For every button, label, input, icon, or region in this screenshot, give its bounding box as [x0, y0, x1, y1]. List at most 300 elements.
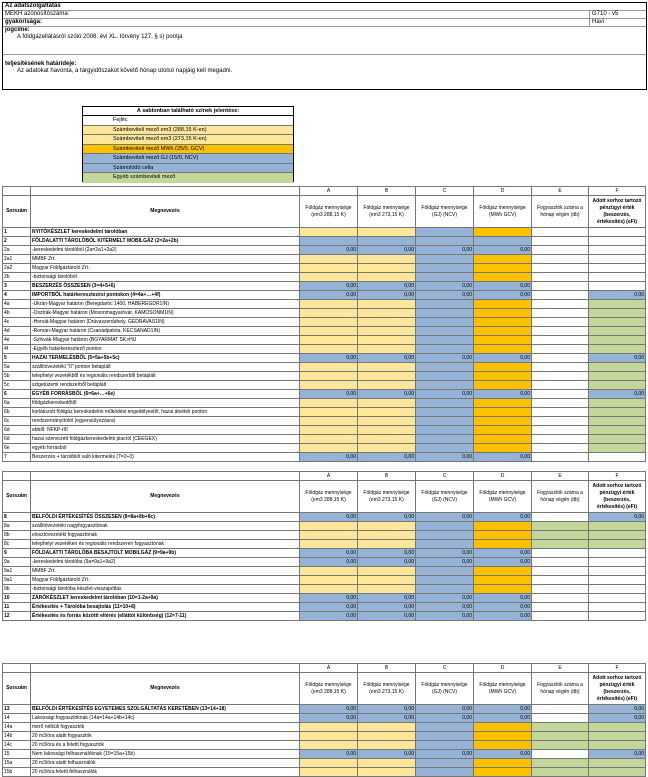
- value-cell[interactable]: [589, 522, 646, 531]
- row-label: FÖLDALATTI TÁROLÓBA BESAJTOLT MOBILGÁZ (9=9a+9b): [31, 549, 300, 558]
- value-cell[interactable]: [358, 585, 416, 594]
- value-cell[interactable]: [358, 318, 416, 327]
- value-cell[interactable]: [589, 327, 646, 336]
- table-row: [3, 612, 646, 621]
- value-cell: 0,00: [300, 354, 358, 363]
- value-cell[interactable]: [474, 444, 532, 453]
- column-letter: D: [474, 472, 532, 481]
- row-number: 2a2: [3, 264, 31, 273]
- value-cell: [532, 354, 589, 363]
- law-label: jogcíme:: [5, 27, 30, 33]
- value-cell[interactable]: [358, 381, 416, 390]
- value-cell[interactable]: [474, 372, 532, 381]
- row-label: rendszerirányítótól (egyensúlyozásra): [31, 417, 300, 426]
- value-cell[interactable]: [589, 300, 646, 309]
- table-row: [3, 741, 646, 750]
- row-label: Értékesítés + Tárolóba besajtolás (11=10+8): [31, 603, 300, 612]
- table-row: [3, 309, 646, 318]
- value-cell: 0,00: [474, 453, 532, 462]
- value-cell: [589, 264, 646, 273]
- value-cell[interactable]: [300, 741, 358, 750]
- column-letter-row: [3, 187, 646, 196]
- value-cell: [416, 768, 474, 777]
- value-cell[interactable]: [589, 732, 646, 741]
- value-cell[interactable]: [358, 531, 416, 540]
- value-cell[interactable]: [532, 531, 589, 540]
- value-cell[interactable]: [589, 399, 646, 408]
- value-cell[interactable]: [589, 768, 646, 777]
- value-cell[interactable]: [300, 435, 358, 444]
- value-cell: 0,00: [416, 246, 474, 255]
- column-header-row: [3, 481, 646, 513]
- value-cell[interactable]: [358, 327, 416, 336]
- table-row: [3, 246, 646, 255]
- value-cell[interactable]: [300, 318, 358, 327]
- row-number: 4e: [3, 336, 31, 345]
- row-number: 4c: [3, 318, 31, 327]
- value-cell[interactable]: [358, 426, 416, 435]
- legend-item: Számbeviteli mező MWh (25/0, GCV): [83, 145, 293, 155]
- value-cell[interactable]: [474, 732, 532, 741]
- column-letter: D: [474, 664, 532, 673]
- value-cell[interactable]: [474, 567, 532, 576]
- row-number: 9: [3, 549, 31, 558]
- value-cell: 0,00: [589, 390, 646, 399]
- value-cell[interactable]: [300, 585, 358, 594]
- value-cell[interactable]: [532, 768, 589, 777]
- table-row: [3, 453, 646, 462]
- row-number: 2: [3, 237, 31, 246]
- value-cell: [416, 381, 474, 390]
- value-cell[interactable]: [358, 372, 416, 381]
- value-cell[interactable]: [474, 273, 532, 282]
- value-cell: [474, 237, 532, 246]
- value-cell[interactable]: [474, 318, 532, 327]
- value-cell: [532, 345, 589, 354]
- value-cell[interactable]: [474, 381, 532, 390]
- value-cell[interactable]: [300, 264, 358, 273]
- value-cell: [416, 732, 474, 741]
- value-cell[interactable]: [300, 336, 358, 345]
- column-letter: E: [532, 472, 589, 481]
- value-cell[interactable]: [300, 426, 358, 435]
- value-cell: 0,00: [589, 354, 646, 363]
- value-cell[interactable]: [589, 531, 646, 540]
- row-label: 20 m3/óra feletti felhasználók: [31, 768, 300, 777]
- deadline-label: teljesítésének határideje:: [5, 61, 77, 67]
- column-letter: D: [474, 187, 532, 196]
- row-label: telephelyi vezetéken és regionális rendszeren fogyasztónak: [31, 540, 300, 549]
- value-cell: [532, 246, 589, 255]
- column-letter: B: [358, 472, 416, 481]
- value-cell: 0,00: [589, 513, 646, 522]
- value-cell: [416, 345, 474, 354]
- value-cell[interactable]: [300, 444, 358, 453]
- value-cell[interactable]: [300, 759, 358, 768]
- value-cell: [532, 255, 589, 264]
- table-row: [3, 417, 646, 426]
- row-label: FÖLDALATTI TÁROLÓBÓL KITERMELT MOBILGÁZ (2=2a+2b): [31, 237, 300, 246]
- value-cell: [532, 714, 589, 723]
- value-cell: 0,00: [416, 513, 474, 522]
- value-cell: [532, 585, 589, 594]
- value-cell[interactable]: [589, 444, 646, 453]
- row-label: ebből: NFKP-ről: [31, 426, 300, 435]
- value-cell: [358, 237, 416, 246]
- value-cell: 0,00: [300, 612, 358, 621]
- value-cell[interactable]: [358, 309, 416, 318]
- value-cell: [589, 576, 646, 585]
- value-cell[interactable]: [300, 417, 358, 426]
- table-row: [3, 585, 646, 594]
- value-cell[interactable]: [589, 372, 646, 381]
- row-label: -biztonsági tárolóból: [31, 273, 300, 282]
- value-cell[interactable]: [589, 723, 646, 732]
- value-cell: [416, 372, 474, 381]
- legend-item: Számbeviteli mező em3 (273,15 K-en): [83, 135, 293, 145]
- value-cell: [416, 309, 474, 318]
- value-cell: 0,00: [416, 558, 474, 567]
- row-label: -Szlovák-Magyar határon (BGYARMAT SK>HU: [31, 336, 300, 345]
- value-cell[interactable]: [532, 732, 589, 741]
- value-cell: [589, 585, 646, 594]
- value-cell: 0,00: [416, 603, 474, 612]
- blank-cell: [3, 664, 31, 673]
- value-cell[interactable]: [358, 444, 416, 453]
- row-number: 6d: [3, 435, 31, 444]
- megnevezes-header: Megnevezés: [31, 196, 300, 228]
- value-cell[interactable]: [300, 723, 358, 732]
- row-label: MMBF Zrt.: [31, 567, 300, 576]
- column-letter: A: [300, 664, 358, 673]
- column-letter: F: [589, 472, 646, 481]
- row-number: 6d: [3, 426, 31, 435]
- value-cell[interactable]: [300, 300, 358, 309]
- value-cell[interactable]: [358, 768, 416, 777]
- value-cell: [589, 453, 646, 462]
- value-cell[interactable]: [589, 417, 646, 426]
- value-cell[interactable]: [589, 426, 646, 435]
- column-header: Adott sorhoz tartozó pénzügyi érték (beszerzés, értékesítés) (eFt): [589, 481, 646, 513]
- value-cell: [589, 594, 646, 603]
- value-cell[interactable]: [589, 345, 646, 354]
- value-cell[interactable]: [300, 255, 358, 264]
- value-cell[interactable]: [589, 540, 646, 549]
- row-number: 15a: [3, 759, 31, 768]
- value-cell[interactable]: [300, 309, 358, 318]
- column-letter: C: [416, 664, 474, 673]
- value-cell[interactable]: [358, 345, 416, 354]
- table-row: [3, 291, 646, 300]
- value-cell[interactable]: [474, 540, 532, 549]
- row-label: Értékesítés és forrás közötti eltérés (elláttói különbség) (12=7-11): [31, 612, 300, 621]
- row-label: Lakossági fogyasztóknak (14a=14a+14b+14c): [31, 714, 300, 723]
- table-row: [3, 576, 646, 585]
- table-row: [3, 282, 646, 291]
- value-cell[interactable]: [589, 741, 646, 750]
- row-label: IMPORTBÓL határkeresztezési pontokon (4=4a+…+4f): [31, 291, 300, 300]
- column-header: Földgáz mennyisége (MWh GCV): [474, 481, 532, 513]
- row-label: NYITÓKÉSZLET kereskedelmi tárolóban: [31, 228, 300, 237]
- value-cell[interactable]: [300, 363, 358, 372]
- row-label: Magyar Földgáztároló Zrt.: [31, 264, 300, 273]
- value-cell: [532, 576, 589, 585]
- value-cell: [416, 408, 474, 417]
- column-header: Fogyasztók száma a hónap végén (db): [532, 481, 589, 513]
- value-cell[interactable]: [474, 531, 532, 540]
- value-cell[interactable]: [589, 318, 646, 327]
- row-number: 12: [3, 612, 31, 621]
- value-cell[interactable]: [358, 228, 416, 237]
- table-row: [3, 444, 646, 453]
- value-cell: [532, 300, 589, 309]
- value-cell: [416, 300, 474, 309]
- column-header-row: [3, 196, 646, 228]
- column-header: Földgáz mennyisége (MWh GCV): [474, 673, 532, 705]
- value-cell: [532, 390, 589, 399]
- value-cell[interactable]: [474, 363, 532, 372]
- value-cell[interactable]: [358, 435, 416, 444]
- row-number: 15: [3, 750, 31, 759]
- value-cell: 0,00: [358, 390, 416, 399]
- value-cell[interactable]: [474, 741, 532, 750]
- value-cell[interactable]: [358, 363, 416, 372]
- value-cell: 0,00: [474, 291, 532, 300]
- value-cell: 0,00: [358, 282, 416, 291]
- table-row: [3, 723, 646, 732]
- value-cell[interactable]: [474, 759, 532, 768]
- column-letter: A: [300, 472, 358, 481]
- value-cell[interactable]: [474, 228, 532, 237]
- table-row: [3, 558, 646, 567]
- table-row: [3, 264, 646, 273]
- value-cell[interactable]: [474, 522, 532, 531]
- value-cell: 0,00: [589, 714, 646, 723]
- value-cell[interactable]: [300, 399, 358, 408]
- row-label: 20 m3/óra alatti fogyasztók: [31, 732, 300, 741]
- report-header: [2, 2, 647, 90]
- value-cell[interactable]: [474, 300, 532, 309]
- value-cell: [416, 723, 474, 732]
- value-cell: [589, 558, 646, 567]
- value-cell[interactable]: [300, 567, 358, 576]
- value-cell[interactable]: [300, 522, 358, 531]
- value-cell[interactable]: [358, 741, 416, 750]
- value-cell[interactable]: [589, 336, 646, 345]
- row-number: 14: [3, 714, 31, 723]
- value-cell: 0,00: [474, 714, 532, 723]
- value-cell[interactable]: [300, 381, 358, 390]
- value-cell[interactable]: [358, 399, 416, 408]
- row-number: 5a: [3, 363, 31, 372]
- row-number: 11: [3, 603, 31, 612]
- row-label: -kereskedelmi tárolóba (9a=9a1+9a2): [31, 558, 300, 567]
- row-number: 10: [3, 594, 31, 603]
- value-cell: 0,00: [300, 246, 358, 255]
- row-number: 8: [3, 513, 31, 522]
- freq-row: [3, 19, 646, 27]
- deadline-text: Az adatokat havonta, a tárgyidőszakot követő hónap utolsó napjáig kell megadni.: [17, 68, 233, 74]
- value-cell: [532, 603, 589, 612]
- value-cell[interactable]: [358, 273, 416, 282]
- value-cell: [416, 585, 474, 594]
- row-number: 8b: [3, 531, 31, 540]
- value-cell[interactable]: [358, 522, 416, 531]
- data-table: [2, 663, 646, 777]
- value-cell[interactable]: [589, 363, 646, 372]
- value-cell: [416, 741, 474, 750]
- row-label: földgázkereskedőtől: [31, 399, 300, 408]
- value-cell[interactable]: [358, 732, 416, 741]
- value-cell: [416, 363, 474, 372]
- value-cell: [416, 417, 474, 426]
- value-cell[interactable]: [474, 768, 532, 777]
- row-label: szigetüzemi rendszerből betáplált: [31, 381, 300, 390]
- row-label: egyéb forrásból: [31, 444, 300, 453]
- value-cell[interactable]: [300, 408, 358, 417]
- org-row: [3, 11, 646, 19]
- value-cell: 0,00: [358, 549, 416, 558]
- column-letter: F: [589, 664, 646, 673]
- value-cell: [532, 372, 589, 381]
- value-cell[interactable]: [589, 435, 646, 444]
- table-row: [3, 567, 646, 576]
- value-cell: [532, 549, 589, 558]
- value-cell[interactable]: [532, 723, 589, 732]
- row-number: 8a: [3, 522, 31, 531]
- value-cell: [416, 531, 474, 540]
- value-cell: [589, 273, 646, 282]
- value-cell[interactable]: [358, 723, 416, 732]
- value-cell: 0,00: [474, 354, 532, 363]
- value-cell[interactable]: [358, 540, 416, 549]
- column-letter: C: [416, 472, 474, 481]
- value-cell[interactable]: [300, 768, 358, 777]
- value-cell: [589, 567, 646, 576]
- value-cell[interactable]: [532, 522, 589, 531]
- value-cell[interactable]: [589, 759, 646, 768]
- value-cell[interactable]: [532, 759, 589, 768]
- row-number: 6c: [3, 417, 31, 426]
- value-cell[interactable]: [358, 408, 416, 417]
- table-row: [3, 513, 646, 522]
- value-cell[interactable]: [300, 531, 358, 540]
- table-row: [3, 426, 646, 435]
- law-row: [3, 27, 646, 55]
- value-cell[interactable]: [474, 327, 532, 336]
- row-label: -Osztrák-Magyar határon (Mosonmagyaróvár, KAMOSONM1IN): [31, 309, 300, 318]
- table-row: [3, 408, 646, 417]
- value-cell[interactable]: [474, 309, 532, 318]
- column-header: Adott sorhoz tartozó pénzügyi érték (beszerzés, értékesítés) (eFt): [589, 673, 646, 705]
- table-row: [3, 372, 646, 381]
- column-header: Adott sorhoz tartozó pénzügyi érték (beszerzés, értékesítés) (eFt): [589, 196, 646, 228]
- value-cell[interactable]: [474, 723, 532, 732]
- value-cell[interactable]: [474, 417, 532, 426]
- value-cell[interactable]: [474, 435, 532, 444]
- table-row: [3, 390, 646, 399]
- row-number: 9a1: [3, 567, 31, 576]
- row-number: 4f: [3, 345, 31, 354]
- table-row: [3, 399, 646, 408]
- table-row: [3, 594, 646, 603]
- freq-label: gyakorisága:: [5, 19, 43, 25]
- value-cell: 0,00: [416, 612, 474, 621]
- value-cell: [416, 522, 474, 531]
- value-cell: [589, 549, 646, 558]
- column-letter: E: [532, 187, 589, 196]
- value-cell: [416, 336, 474, 345]
- value-cell: [416, 237, 474, 246]
- value-cell[interactable]: [474, 336, 532, 345]
- value-cell[interactable]: [358, 336, 416, 345]
- legend-item: Fejléc: [83, 116, 293, 126]
- value-cell[interactable]: [358, 264, 416, 273]
- table-row: [3, 768, 646, 777]
- value-cell[interactable]: [358, 300, 416, 309]
- value-cell[interactable]: [300, 273, 358, 282]
- value-cell[interactable]: [474, 576, 532, 585]
- column-header: Földgáz mennyisége (em3 288,15 K): [300, 481, 358, 513]
- row-label: korlátozott földgáz kereskedelmi működési engedélyestől, hazai átvételi ponton: [31, 408, 300, 417]
- value-cell[interactable]: [300, 540, 358, 549]
- value-cell[interactable]: [474, 408, 532, 417]
- row-number: 15b: [3, 768, 31, 777]
- value-cell[interactable]: [474, 426, 532, 435]
- value-cell[interactable]: [300, 345, 358, 354]
- value-cell[interactable]: [358, 567, 416, 576]
- value-cell[interactable]: [474, 399, 532, 408]
- value-cell[interactable]: [589, 381, 646, 390]
- value-cell: 0,00: [300, 714, 358, 723]
- value-cell[interactable]: [474, 255, 532, 264]
- column-header: Földgáz mennyisége (em3 273,15 K): [358, 481, 416, 513]
- table-row: [3, 300, 646, 309]
- blank-cell: [3, 472, 31, 481]
- value-cell[interactable]: [474, 585, 532, 594]
- row-label: -Egyéb határkeresztező ponton: [31, 345, 300, 354]
- row-label: szállítóvezetéki "0" ponton betáplált: [31, 363, 300, 372]
- table-row: [3, 381, 646, 390]
- table-row: [3, 549, 646, 558]
- value-cell[interactable]: [589, 408, 646, 417]
- value-cell[interactable]: [532, 540, 589, 549]
- value-cell: [532, 705, 589, 714]
- value-cell[interactable]: [474, 345, 532, 354]
- row-label: elosztóvezetéki fogyasztónak: [31, 531, 300, 540]
- value-cell[interactable]: [532, 741, 589, 750]
- org-code: G710 - v5: [589, 11, 618, 19]
- value-cell[interactable]: [358, 417, 416, 426]
- value-cell[interactable]: [358, 759, 416, 768]
- value-cell: 0,00: [589, 291, 646, 300]
- value-cell[interactable]: [300, 372, 358, 381]
- value-cell[interactable]: [300, 576, 358, 585]
- value-cell: 0,00: [474, 603, 532, 612]
- value-cell[interactable]: [300, 228, 358, 237]
- value-cell: 0,00: [300, 750, 358, 759]
- value-cell: [532, 399, 589, 408]
- value-cell[interactable]: [300, 732, 358, 741]
- value-cell[interactable]: [358, 576, 416, 585]
- value-cell[interactable]: [474, 264, 532, 273]
- value-cell[interactable]: [300, 327, 358, 336]
- row-number: 9a: [3, 558, 31, 567]
- value-cell[interactable]: [358, 255, 416, 264]
- value-cell[interactable]: [589, 309, 646, 318]
- legend-item: Számbeviteli mező em3 (288,15 K-en): [83, 126, 293, 136]
- value-cell: 0,00: [300, 513, 358, 522]
